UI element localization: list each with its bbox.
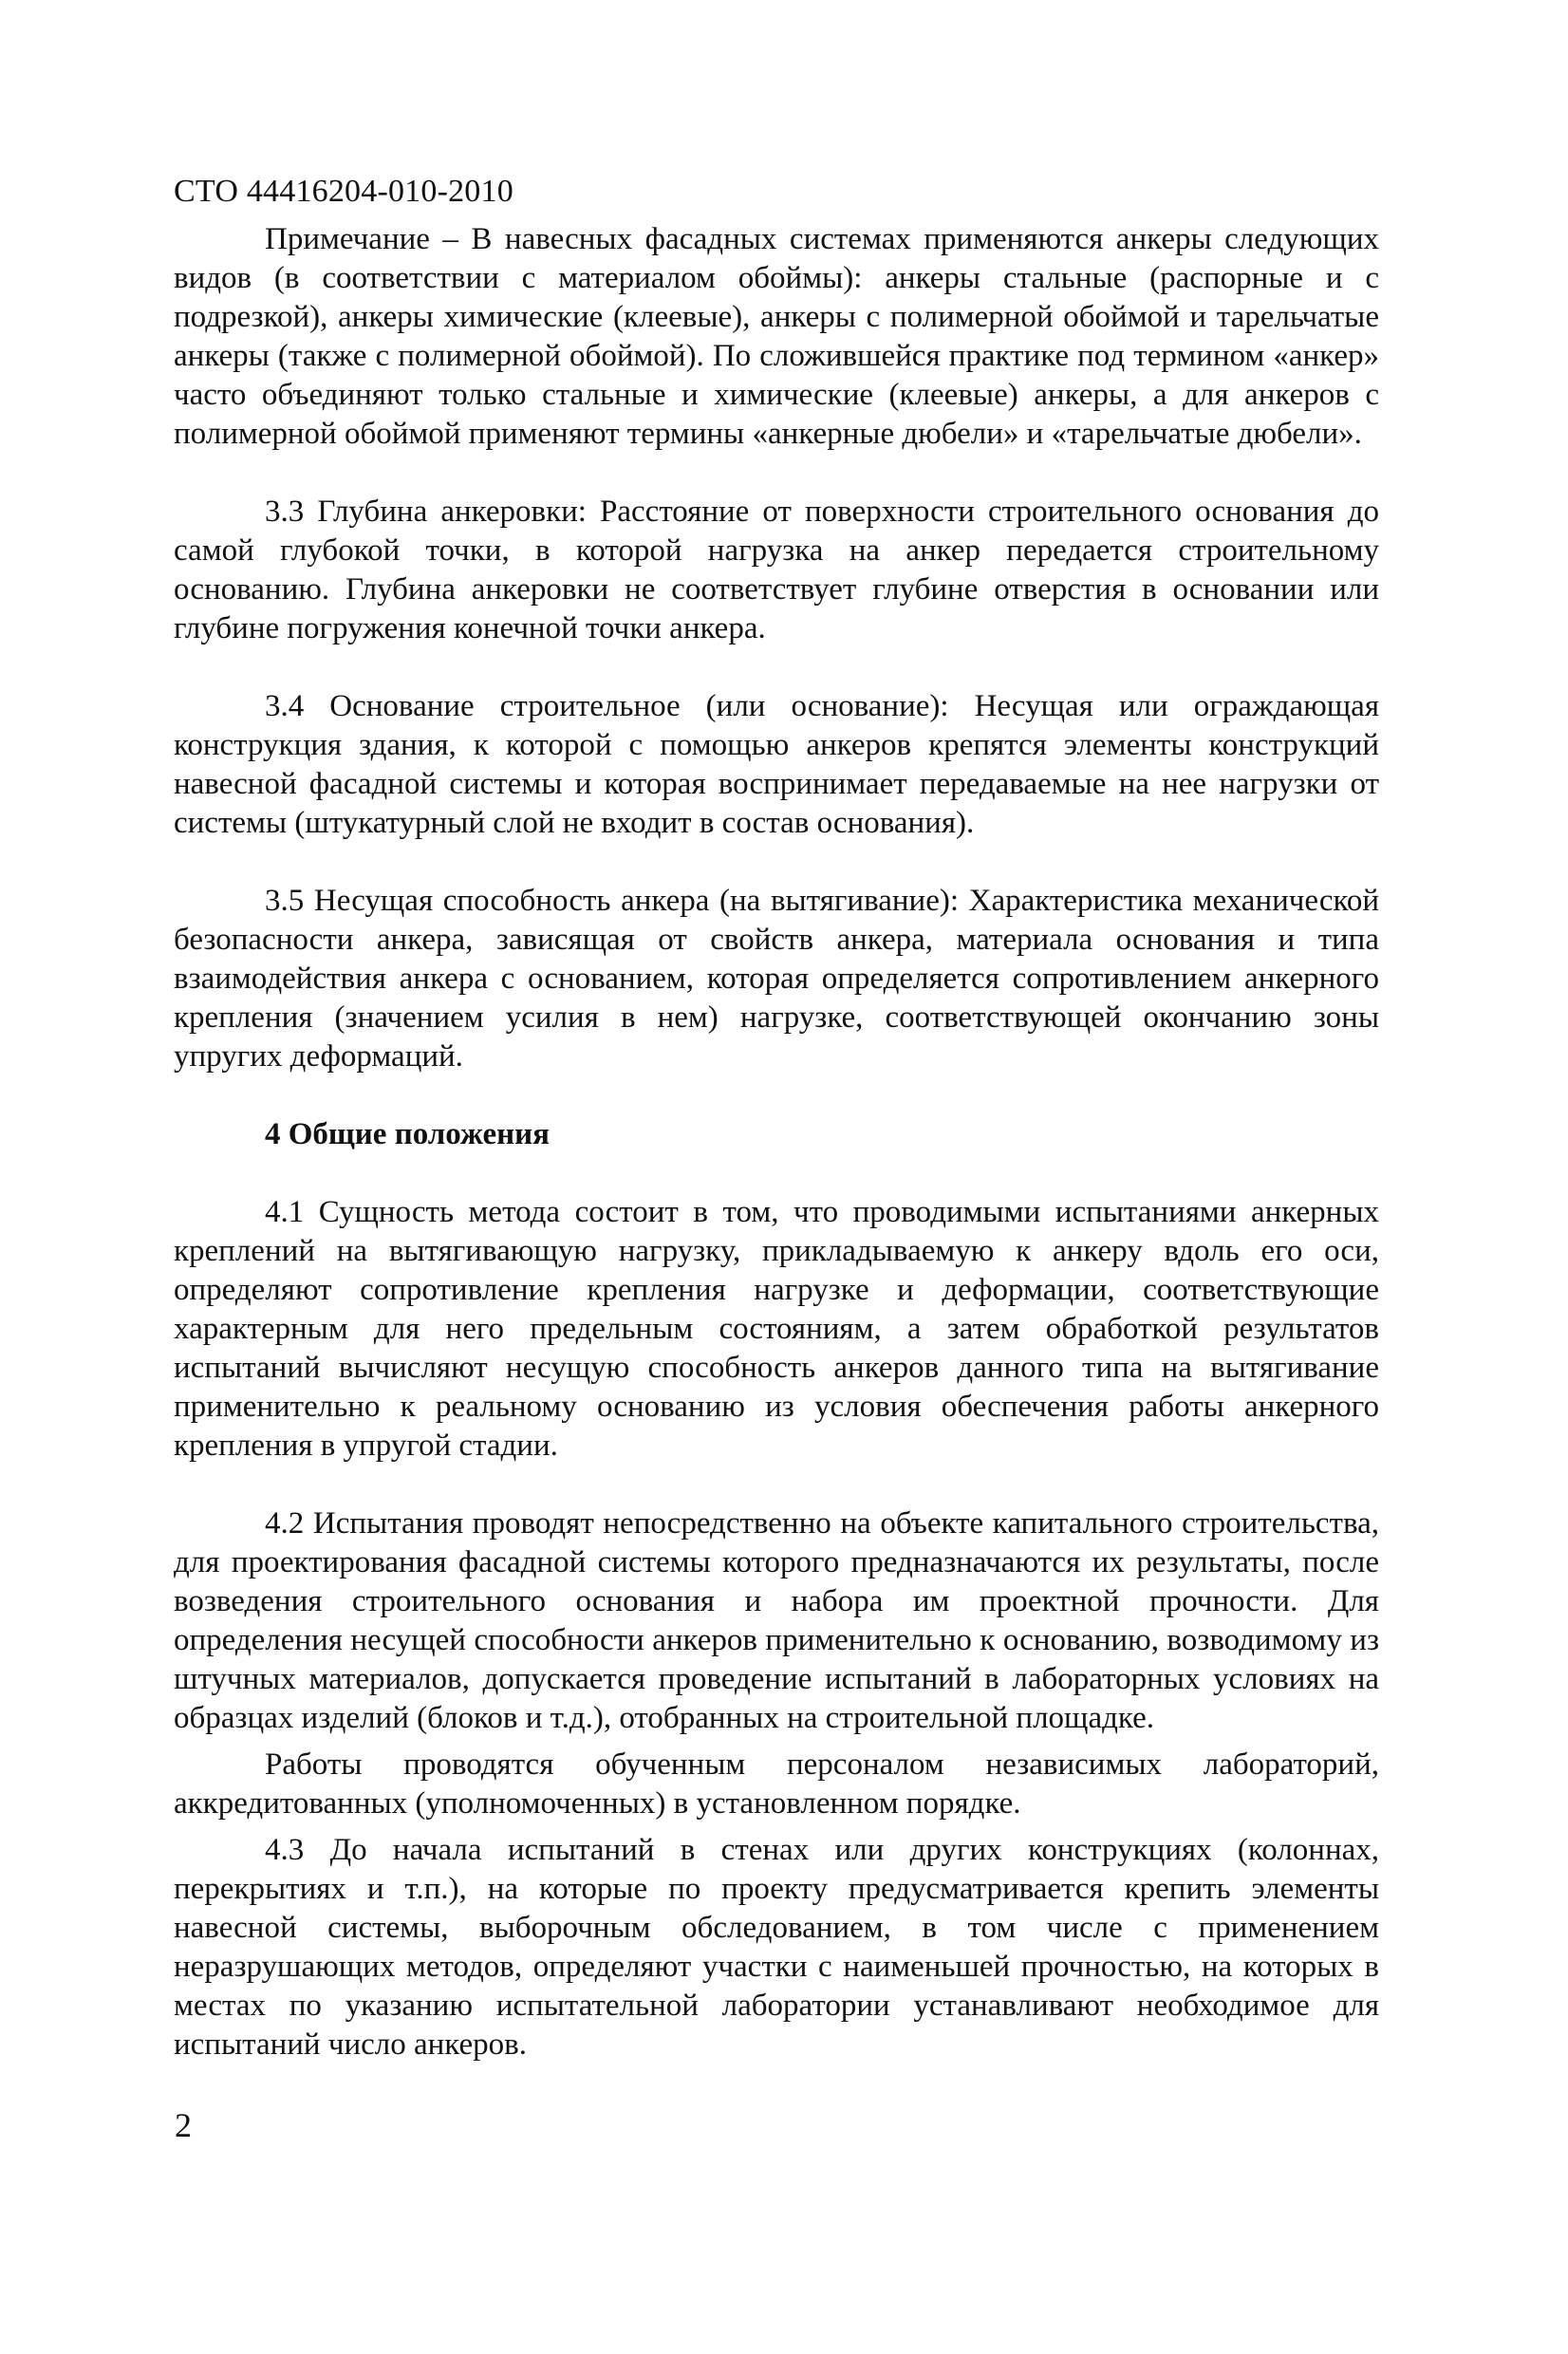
document-code: СТО 44416204-010-2010	[174, 174, 513, 209]
clause-3-5: 3.5 Несущая способность анкера (на вытягивание): Характеристика механической безопасности анкера, зависящая от свойств анкера, материала основания и типа взаимодействия анкера с основанием, которая определяется сопротивлением анкерного крепления (значением усилия в нем) нагрузке, соответствующей окончанию зоны упругих деформаций.	[174, 884, 1379, 1074]
clause-3-3: 3.3 Глубина анкеровки: Расстояние от поверхности строительного основания до самой глубокой точки, в которой нагрузка на анкер передается строительному основанию. Глубина анкеровки не соответствует глубине отверстия в основании или глубине погружения конечной точки анкера.	[174, 495, 1379, 645]
page-number: 2	[175, 2106, 192, 2144]
clause-4-2-continuation: Работы проводятся обученным персоналом независимых лабораторий, аккредитованных (уполномоченных) в установленном порядке.	[174, 1747, 1379, 1821]
clause-4-2: 4.2 Испытания проводят непосредственно на объекте капитального строительства, для проектирования фасадной системы которого предназначаются их результаты, после возведения строительного основания и набора им проектной прочности. Для определения несущей способности анкеров применительно к основанию, возводимому из штучных материалов, допускается проведение испытаний в лабораторных условиях на образцах изделий (блоков и т.д.), отобранных на строительной площадке.	[174, 1506, 1379, 1735]
note-paragraph: Примечание – В навесных фасадных системах применяются анкеры следующих видов (в соответствии с материалом обоймы): анкеры стальные (распорные и с подрезкой), анкеры химические (клеевые), анкеры с полимерной обоймой и тарельчатые анкеры (также с полимерной обоймой). По сложившейся практике под термином «анкер» часто объединяют только стальные и химические (клеевые) анкеры, а для анкеров с полимерной обоймой применяют термины «анкерные дюбели» и «тарельчатые дюбели».	[174, 222, 1379, 451]
section-4-heading: 4 Общие положения	[265, 1117, 550, 1151]
page-content	[174, 220, 1379, 2064]
clause-4-3: 4.3 До начала испытаний в стенах или других конструкциях (колоннах, перекрытиях и т.п.), на которые по проекту предусматривается крепить элементы навесной системы, выборочным обследованием, в том числе с применением неразрушающих методов, определяют участки с наименьшей прочностью, на которых в местах по указанию испытательной лаборатории устанавливают необходимое для испытаний число анкеров.	[174, 1833, 1379, 2062]
clause-4-1: 4.1 Сущность метода состоит в том, что проводимыми испытаниями анкерных креплений на вытягивающую нагрузку, прикладываемую к анкеру вдоль его оси, определяют сопротивление крепления нагрузке и деформации, соответствующие характерным для него предельным состояниям, а затем обработкой результатов испытаний вычисляют несущую способность анкеров данного типа на вытягивание применительно к реальному основанию из условия обеспечения работы анкерного крепления в упругой стадии.	[174, 1195, 1379, 1463]
clause-3-4: 3.4 Основание строительное (или основание): Несущая или ограждающая конструкция здания, к которой с помощью анкеров крепятся элементы конструкций навесной фасадной системы и которая воспринимает передаваемые на нее нагрузки от системы (штукатурный слой не входит в состав основания).	[174, 689, 1379, 840]
